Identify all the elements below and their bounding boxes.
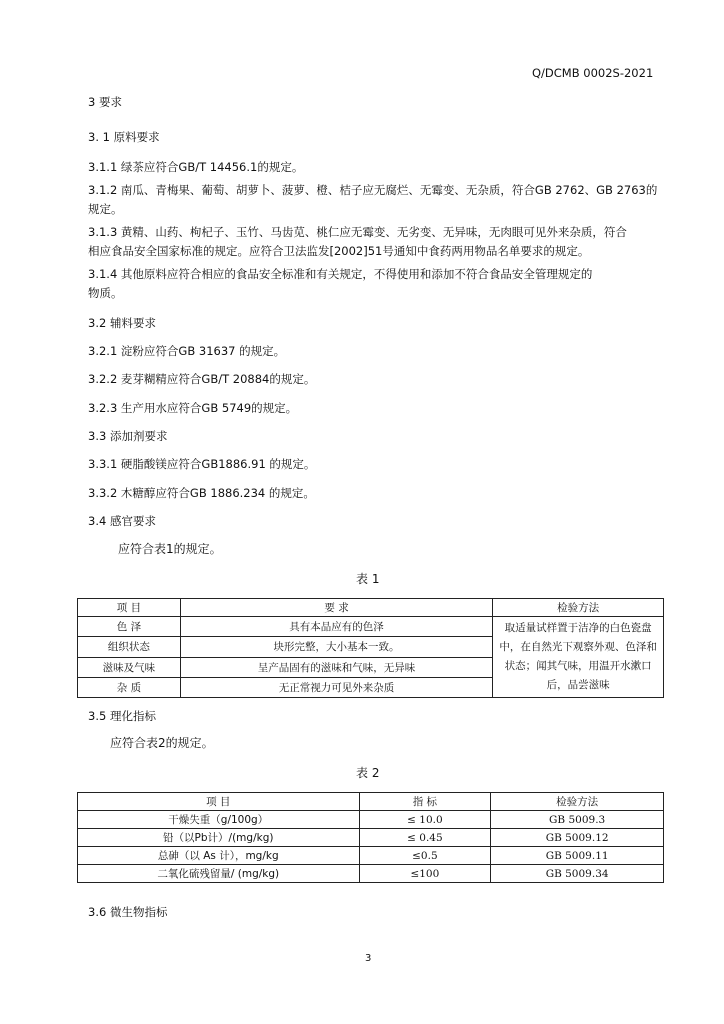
row-item: 色 泽 xyxy=(78,617,181,637)
row-item: 干燥失重（g/100g） xyxy=(78,811,360,829)
column-header-index: 指 标 xyxy=(359,793,491,811)
section-3-2-heading: 3.2 辅料要求 xyxy=(88,316,156,330)
row-item: 杂 质 xyxy=(78,677,181,697)
row-index: ≤100 xyxy=(359,865,491,883)
section-3-4-paragraph: 应符合表1的规定。 xyxy=(118,542,222,556)
clause-3-1-4-line2: 物质。 xyxy=(88,286,123,300)
test-method-cell xyxy=(493,617,664,698)
row-index: ≤0.5 xyxy=(359,847,491,865)
row-method: GB 5009.11 xyxy=(491,847,664,865)
row-item: 二氧化硫残留量/ (mg/kg) xyxy=(78,865,360,883)
method-line: 中，在自然光下观察外观、色泽和 xyxy=(499,641,657,653)
row-requirement: 无正常视力可见外来杂质 xyxy=(180,677,492,697)
row-method: GB 5009.34 xyxy=(491,865,664,883)
table-header-row xyxy=(78,599,664,617)
clause-3-1-2-line1: 3.1.2 南瓜、青梅果、葡萄、胡萝卜、菠萝、橙、桔子应无腐烂、无霉变、无杂质，符合GB 2762、GB 2763的 xyxy=(88,183,658,197)
section-3-6-heading: 3.6 微生物指标 xyxy=(88,905,168,919)
table-row xyxy=(78,617,664,637)
column-header-method: 检验方法 xyxy=(491,793,664,811)
sensory-table xyxy=(77,598,664,698)
table-2-caption: 表 2 xyxy=(356,766,380,780)
page-number: 3 xyxy=(365,953,372,964)
row-index: ≤ 10.0 xyxy=(359,811,491,829)
clause-3-1-1: 3.1.1 绿茶应符合GB/T 14456.1的规定。 xyxy=(88,160,304,174)
method-line: 取适量试样置于洁净的白色瓷盘 xyxy=(504,622,652,634)
section-3-heading: 3 要求 xyxy=(88,95,122,109)
section-3-5-paragraph: 应符合表2的规定。 xyxy=(110,736,214,750)
clause-3-2-2: 3.2.2 麦芽糊精应符合GB/T 20884的规定。 xyxy=(88,372,316,386)
table-row xyxy=(78,865,664,883)
row-item: 总砷（以 As 计），mg/kg xyxy=(78,847,360,865)
physicochemical-table xyxy=(77,792,664,883)
row-method: GB 5009.3 xyxy=(491,811,664,829)
standard-code: Q/DCMB 0002S-2021 xyxy=(532,66,654,80)
row-requirement: 具有本品应有的色泽 xyxy=(180,617,492,637)
clause-3-3-1: 3.3.1 硬脂酸镁应符合GB1886.91 的规定。 xyxy=(88,457,316,471)
section-3-4-heading: 3.4 感官要求 xyxy=(88,514,156,528)
row-method: GB 5009.12 xyxy=(491,829,664,847)
table-row xyxy=(78,811,664,829)
column-header-item: 项 目 xyxy=(78,599,181,617)
clause-3-1-4-line1: 3.1.4 其他原料应符合相应的食品安全标准和有关规定，不得使用和添加不符合食品安全管理规定的 xyxy=(88,267,593,281)
clause-3-2-1: 3.2.1 淀粉应符合GB 31637 的规定。 xyxy=(88,344,286,358)
table-row xyxy=(78,829,664,847)
clause-3-1-3-line1: 3.1.3 黄精、山药、枸杞子、玉竹、马齿苋、桃仁应无霉变、无劣变、无异味，无肉眼可见外来杂质，符合 xyxy=(88,225,627,239)
section-3-5-heading: 3.5 理化指标 xyxy=(88,709,156,723)
method-line: 状态；闻其气味，用温开水漱口 xyxy=(504,660,652,672)
table-1-caption: 表 1 xyxy=(356,572,380,586)
column-header-method: 检验方法 xyxy=(493,599,664,617)
clause-3-1-3-line2: 相应食品安全国家标准的规定。应符合卫法监发[2002]51号通知中食药两用物品名单要求的规定。 xyxy=(88,244,590,258)
row-requirement: 块形完整，大小基本一致。 xyxy=(180,637,492,657)
clause-3-1-2-line2: 规定。 xyxy=(88,202,123,216)
column-header-item: 项 目 xyxy=(78,793,360,811)
row-item: 铅（以Pb计）/(mg/kg) xyxy=(78,829,360,847)
method-line: 后，品尝滋味 xyxy=(546,679,610,691)
row-requirement: 呈产品固有的滋味和气味，无异味 xyxy=(180,657,492,677)
table-row xyxy=(78,847,664,865)
clause-3-3-2: 3.3.2 木糖醇应符合GB 1886.234 的规定。 xyxy=(88,486,315,500)
column-header-requirement: 要 求 xyxy=(180,599,492,617)
row-item: 滋味及气味 xyxy=(78,657,181,677)
clause-3-2-3: 3.2.3 生产用水应符合GB 5749的规定。 xyxy=(88,401,298,415)
section-3-3-heading: 3.3 添加剂要求 xyxy=(88,429,168,443)
section-3-1-heading: 3. 1 原料要求 xyxy=(88,130,160,144)
table-header-row xyxy=(78,793,664,811)
row-index: ≤ 0.45 xyxy=(359,829,491,847)
row-item: 组织状态 xyxy=(78,637,181,657)
